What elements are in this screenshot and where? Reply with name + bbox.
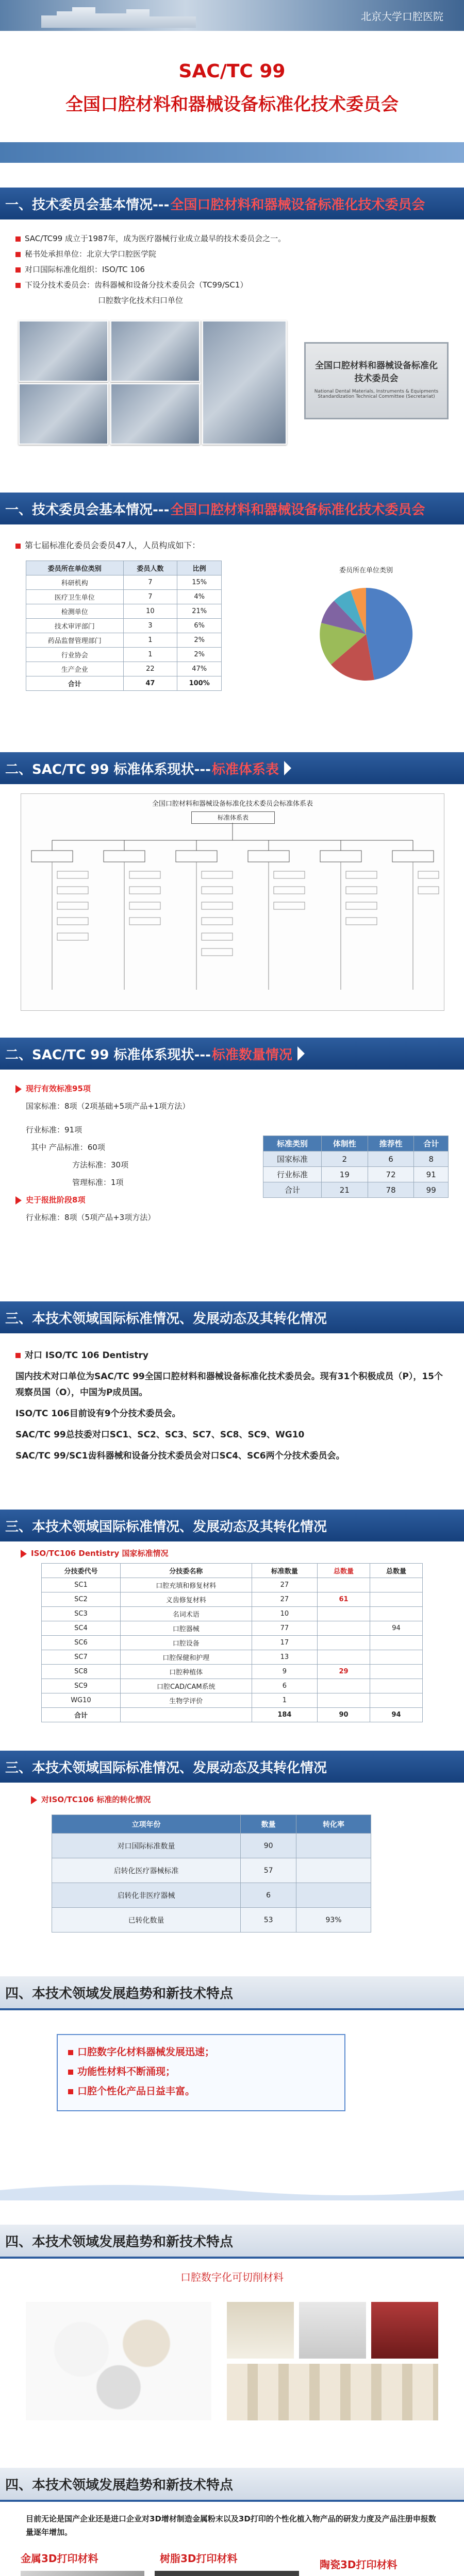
slide6-subtitle: ISO/TC106 Dentistry 国家标准情况 bbox=[21, 1548, 169, 1558]
slide9-header: 四、本技术领域发展趋势和新技术特点 bbox=[0, 2225, 464, 2257]
square-bullet-icon bbox=[68, 2089, 73, 2094]
slide-committee-overview bbox=[0, 188, 464, 470]
slide8-header: 四、本技术领域发展趋势和新技术特点 bbox=[0, 1976, 464, 2008]
ceramic-block-photo-2 bbox=[299, 2302, 366, 2359]
label-ceramic-3d: 陶瓷3D打印材料 bbox=[320, 2558, 397, 2571]
slide1-header bbox=[0, 188, 464, 219]
slide9-divider bbox=[0, 2257, 464, 2259]
composition-pie-chart bbox=[289, 580, 443, 693]
ceramic-block-photo-3 bbox=[371, 2302, 438, 2359]
square-bullet-icon bbox=[68, 2050, 73, 2055]
slide6-header: 三、本技术领域国际标准情况、发展动态及其转化情况 bbox=[0, 1510, 464, 1541]
zirconia-disc-photo bbox=[26, 2302, 211, 2420]
slide1-header-highlight: 全国口腔材料和器械设备标准化技术委员会 bbox=[170, 197, 425, 213]
ceramic-block-photo-1 bbox=[227, 2302, 294, 2359]
square-bullet-icon bbox=[15, 544, 21, 549]
stat-management: 管理标准：1项 bbox=[72, 1178, 124, 1187]
group-photo-2 bbox=[110, 320, 200, 382]
stat-national: 国家标准：8项（2项基础+5项产品+1项方法） bbox=[26, 1101, 190, 1111]
slide2-header: 一、技术委员会基本情况--- 全国口腔材料和器械设备标准化技术委员会 bbox=[0, 493, 464, 524]
square-bullet-icon bbox=[15, 283, 21, 288]
tree-root-node: 标准体系表 bbox=[191, 811, 275, 824]
slide1-bullet-2: 秘书处承担单位：北京大学口腔医学院 bbox=[15, 246, 449, 262]
slide4-stats bbox=[15, 1080, 258, 1226]
slide1-header-prefix: 一、技术委员会基本情况--- bbox=[5, 197, 170, 213]
slide-iso-tc106-table bbox=[0, 1510, 464, 1736]
iso-subcommittee-table: 分技委代号 分技委名称 标准数量 总数量 总数量 SC1 口腔充填和修复材料 27 SC2 义齿修复材料 27 61 SC3 名词术语 10 SC4 口腔器械 77 94 SC6 口腔设备 17 SC7 口腔保健和护理 13 SC8 口腔种植体 9 29 SC9 口腔CAD/CAM系统 6 WG10 生物学评价 1 合计 184 90 94 bbox=[41, 1563, 423, 1722]
slide-standard-count bbox=[0, 1038, 464, 1280]
group-photo-4 bbox=[110, 383, 200, 445]
slide-international-overview bbox=[0, 1301, 464, 1507]
slide1-bullet-4: 下设分技术委员会：齿科器械和设备分技术委员会（TC99/SC1） bbox=[15, 277, 449, 293]
stat-method: 方法标准：30项 bbox=[72, 1160, 129, 1170]
cover-title-en: SAC/TC 99 bbox=[178, 61, 286, 82]
slide-3d-printing bbox=[0, 2468, 464, 2576]
slide8-divider bbox=[0, 2008, 464, 2010]
slide1-content bbox=[15, 231, 449, 308]
tree-title: 全国口腔材料和器械设备标准化技术委员会标准体系表 bbox=[152, 800, 313, 808]
slide5-content bbox=[15, 1348, 449, 1464]
trend-list-box bbox=[57, 2034, 345, 2111]
slide5-line-5: SAC/TC 99/SC1齿科器械和设备分技术委员会对口SC4、SC6两个分技术委员会。 bbox=[15, 1451, 345, 1461]
slide1-bullet-1: SAC/TC99 成立于1987年，成为医疗器械行业成立最早的技术委员会之一。 bbox=[15, 231, 449, 246]
cad-cam-caption: 口腔数字化可切削材料 bbox=[180, 2271, 284, 2283]
square-bullet-icon bbox=[15, 236, 21, 242]
slide5-line-2: 国内技术对口单位为SAC/TC 99全国口腔材料和器械设备标准化技术委员会。现有31个积极成员（P），15个观察员国（O），中国为P成员国。 bbox=[15, 1371, 443, 1398]
slide10-header: 四、本技术领域发展趋势和新技术特点 bbox=[0, 2468, 464, 2500]
slide3-header: 二、SAC/TC 99 标准体系现状--- 标准体系表 bbox=[0, 752, 464, 784]
header-arrow-icon bbox=[297, 1046, 305, 1061]
group-photo-1 bbox=[19, 320, 108, 382]
pie-chart-title: 委员所在单位类别 bbox=[339, 567, 393, 574]
slide5-line-3: ISO/TC 106目前设有9个分技术委员会。 bbox=[15, 1409, 181, 1419]
meeting-photo bbox=[202, 320, 287, 445]
banner-text: 北京大学口腔医院 bbox=[361, 10, 443, 23]
stat-active-total: 现行有效标准95项 bbox=[15, 1080, 258, 1097]
slide-trends bbox=[0, 1976, 464, 2203]
metal-3d-photo bbox=[21, 2571, 144, 2576]
triangle-bullet-icon bbox=[15, 1196, 22, 1205]
stat-product: 其中 产品标准：60项 bbox=[31, 1143, 105, 1152]
group-photo-3 bbox=[19, 383, 108, 445]
ceramic-block-photo-4 bbox=[227, 2364, 438, 2420]
header-arrow-icon bbox=[284, 761, 291, 775]
slide2-intro: 第七届标准化委员会委员47人，人员构成如下： bbox=[15, 539, 200, 551]
tree-connectors bbox=[21, 794, 444, 1000]
stat-industry: 行业标准：91项 bbox=[26, 1125, 82, 1134]
resin-3d-photo bbox=[155, 2571, 299, 2576]
cover-title-cn: 全国口腔材料和器械设备标准化技术委员会 bbox=[65, 94, 399, 115]
label-metal-3d: 金属3D打印材料 bbox=[21, 2552, 98, 2565]
slide-committee-composition bbox=[0, 493, 464, 735]
trend-item-1: 口腔数字化材料器械发展迅速； bbox=[68, 2042, 334, 2062]
square-bullet-icon bbox=[15, 1353, 21, 1358]
triangle-bullet-icon bbox=[31, 1796, 37, 1804]
slide-cad-cam-materials bbox=[0, 2225, 464, 2451]
plaque-subtitle: National Dental Materials, Instruments & Equipments Standardization Technical Committee (Secretariat) bbox=[314, 389, 439, 399]
cover-bottom-band bbox=[0, 142, 464, 163]
stat-pending-industry: 行业标准：8项（5项产品+3项方法） bbox=[26, 1213, 156, 1222]
triangle-bullet-icon bbox=[15, 1085, 22, 1093]
standard-tree-diagram bbox=[21, 793, 444, 1011]
square-bullet-icon bbox=[15, 267, 21, 273]
slide-standard-system bbox=[0, 752, 464, 1018]
slide7-header: 三、本技术领域国际标准情况、发展动态及其转化情况 bbox=[0, 1751, 464, 1783]
plaque-title: 全国口腔材料和器械设备标准化技术委员会 bbox=[315, 361, 438, 384]
cover-banner bbox=[0, 0, 464, 31]
committee-plaque bbox=[304, 342, 449, 419]
conversion-table: 立项年份 数量 转化率 对口国际标准数量 90 启转化医疗器械标准 57 启转化非医疗器械 6 已转化数量 53 93% bbox=[52, 1815, 371, 1933]
slide-conversion bbox=[0, 1751, 464, 1954]
cover-slide bbox=[0, 0, 464, 163]
standard-count-table: 标准类别 体制性 推荐性 合计 国家标准 2 6 8 行业标准 19 72 91 合计 21 78 99 bbox=[263, 1136, 449, 1198]
slide10-divider bbox=[0, 2500, 464, 2502]
slide1-bullet-3: 对口国际标准化组织：ISO/TC 106 bbox=[15, 262, 449, 277]
slide5-line-4: SAC/TC 99总技委对口SC1、SC2、SC3、SC7、SC8、SC9、WG10 bbox=[15, 1430, 305, 1440]
square-bullet-icon bbox=[15, 252, 21, 257]
trend-item-2: 功能性材料不断涌现； bbox=[68, 2062, 334, 2081]
slide5-line-1: 对口 ISO/TC 106 Dentistry bbox=[15, 1348, 449, 1364]
decorative-wave bbox=[0, 2180, 464, 2200]
slide4-header: 二、SAC/TC 99 标准体系现状--- 标准数量情况 bbox=[0, 1038, 464, 1070]
trend-item-3: 口腔个性化产品日益丰富。 bbox=[68, 2081, 334, 2101]
pie-slice-manufacturers bbox=[366, 588, 412, 680]
square-bullet-icon bbox=[68, 2070, 73, 2075]
stat-pending: 史于报批阶段8项 bbox=[15, 1191, 258, 1209]
label-resin-3d: 树脂3D打印材料 bbox=[160, 2552, 238, 2565]
slide5-header: 三、本技术领域国际标准情况、发展动态及其转化情况 bbox=[0, 1301, 464, 1333]
triangle-bullet-icon bbox=[21, 1550, 27, 1558]
slide7-subtitle: 对ISO/TC106 标准的转化情况 bbox=[31, 1794, 151, 1805]
slide10-paragraph: 目前无论是国产企业还是进口企业对3D增材制造金属粉末以及3D打印的个性化植入物产品的研发力度及产品注册申报数量逐年增加。 bbox=[26, 2514, 436, 2537]
slide1-bullet-5: 口腔数字化技术归口单位 bbox=[98, 296, 184, 305]
composition-table: 委员所在单位类别 委员人数 比例 科研机构 7 15% 医疗卫生单位 7 4% 检测单位 10 21% 技术审评部门 3 6% 药品监督管理部门 1 2% 行业协会 1 2% 生产企业 22 47% 合计 47 100% bbox=[26, 561, 222, 691]
building-silhouette bbox=[41, 7, 196, 28]
